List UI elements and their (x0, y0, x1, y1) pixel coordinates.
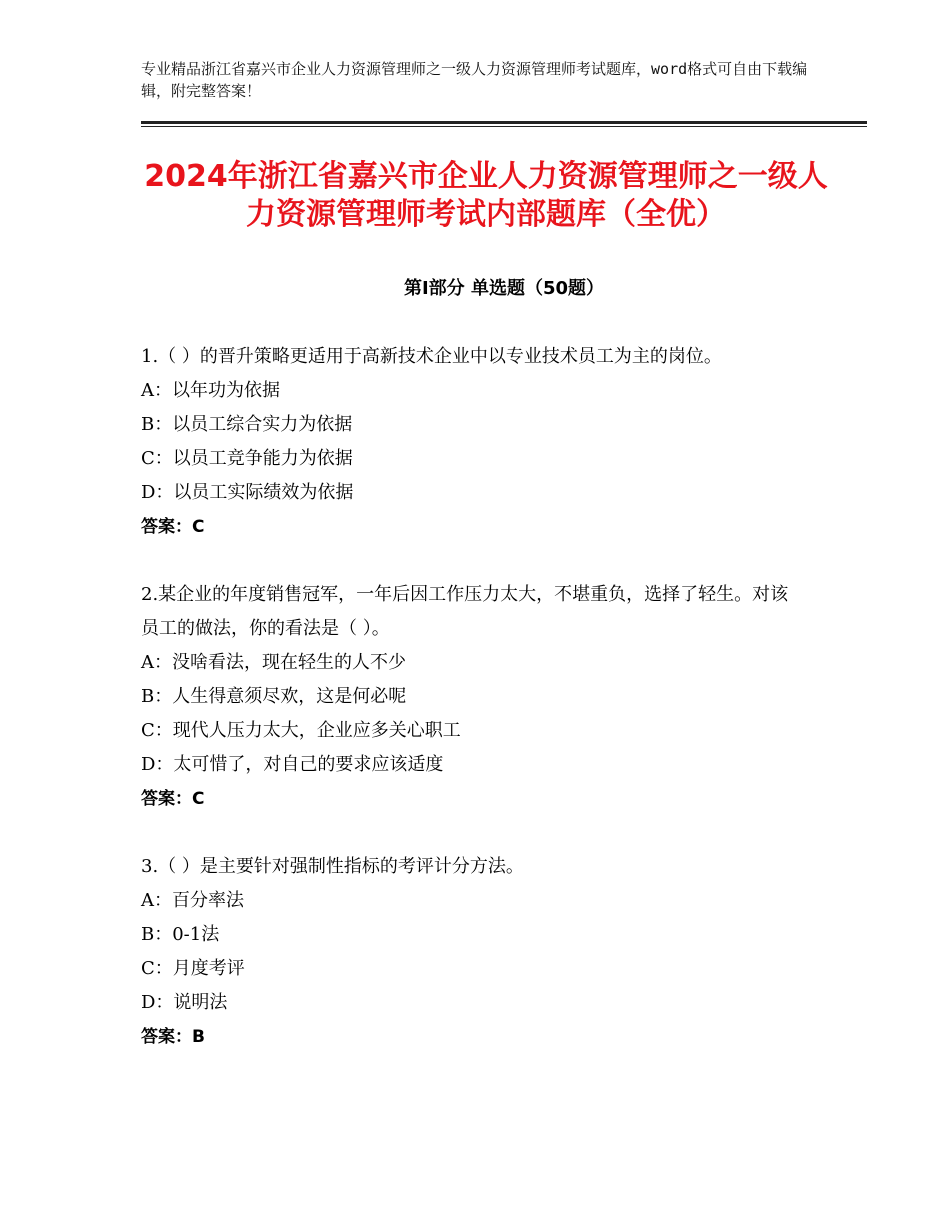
option-d: D：太可惜了，对自己的要求应该适度 (141, 754, 444, 775)
header-rule-thick (141, 121, 867, 124)
option-a: A：没啥看法，现在轻生的人不少 (141, 652, 406, 673)
option-b: B：人生得意须尽欢，这是何必呢 (141, 686, 407, 707)
question-3 (141, 850, 801, 1054)
question-stem: 1.（ ）的晋升策略更适用于高新技术企业中以专业技术员工为主的岗位。 (141, 346, 722, 367)
option-c: C：现代人压力太大，企业应多关心职工 (141, 720, 461, 741)
option-b: B：0-1法 (141, 924, 220, 945)
option-d: D：说明法 (141, 992, 228, 1013)
document-title: 2024年浙江省嘉兴市企业人力资源管理师之一级人力资源管理师考试内部题库（全优） (144, 159, 828, 232)
option-a: A：以年功为依据 (141, 380, 280, 401)
question-stem: 3.（ ）是主要针对强制性指标的考评计分方法。 (141, 856, 524, 877)
answer: 答案：C (141, 789, 205, 809)
option-b: B：以员工综合实力为依据 (141, 414, 353, 435)
header-rule-thin (141, 126, 867, 127)
answer: 答案：B (141, 1027, 205, 1047)
question-2 (141, 578, 801, 816)
header-note: 专业精品浙江省嘉兴市企业人力资源管理师之一级人力资源管理师考试题库，word格式可自由下载编辑，附完整答案！ (141, 60, 808, 100)
section-title: 第Ⅰ部分 单选题（50题） (403, 278, 604, 299)
option-d: D：以员工实际绩效为依据 (141, 482, 354, 503)
question-1 (141, 340, 801, 544)
question-stem: 2.某企业的年度销售冠军，一年后因工作压力太大，不堪重负，选择了轻生。对该员工的做法，你的看法是（ ）。 (141, 584, 789, 639)
option-a: A：百分率法 (141, 890, 244, 911)
question-list (141, 340, 801, 1088)
option-c: C：以员工竞争能力为依据 (141, 448, 353, 469)
option-c: C：月度考评 (141, 958, 245, 979)
answer: 答案：C (141, 517, 205, 537)
